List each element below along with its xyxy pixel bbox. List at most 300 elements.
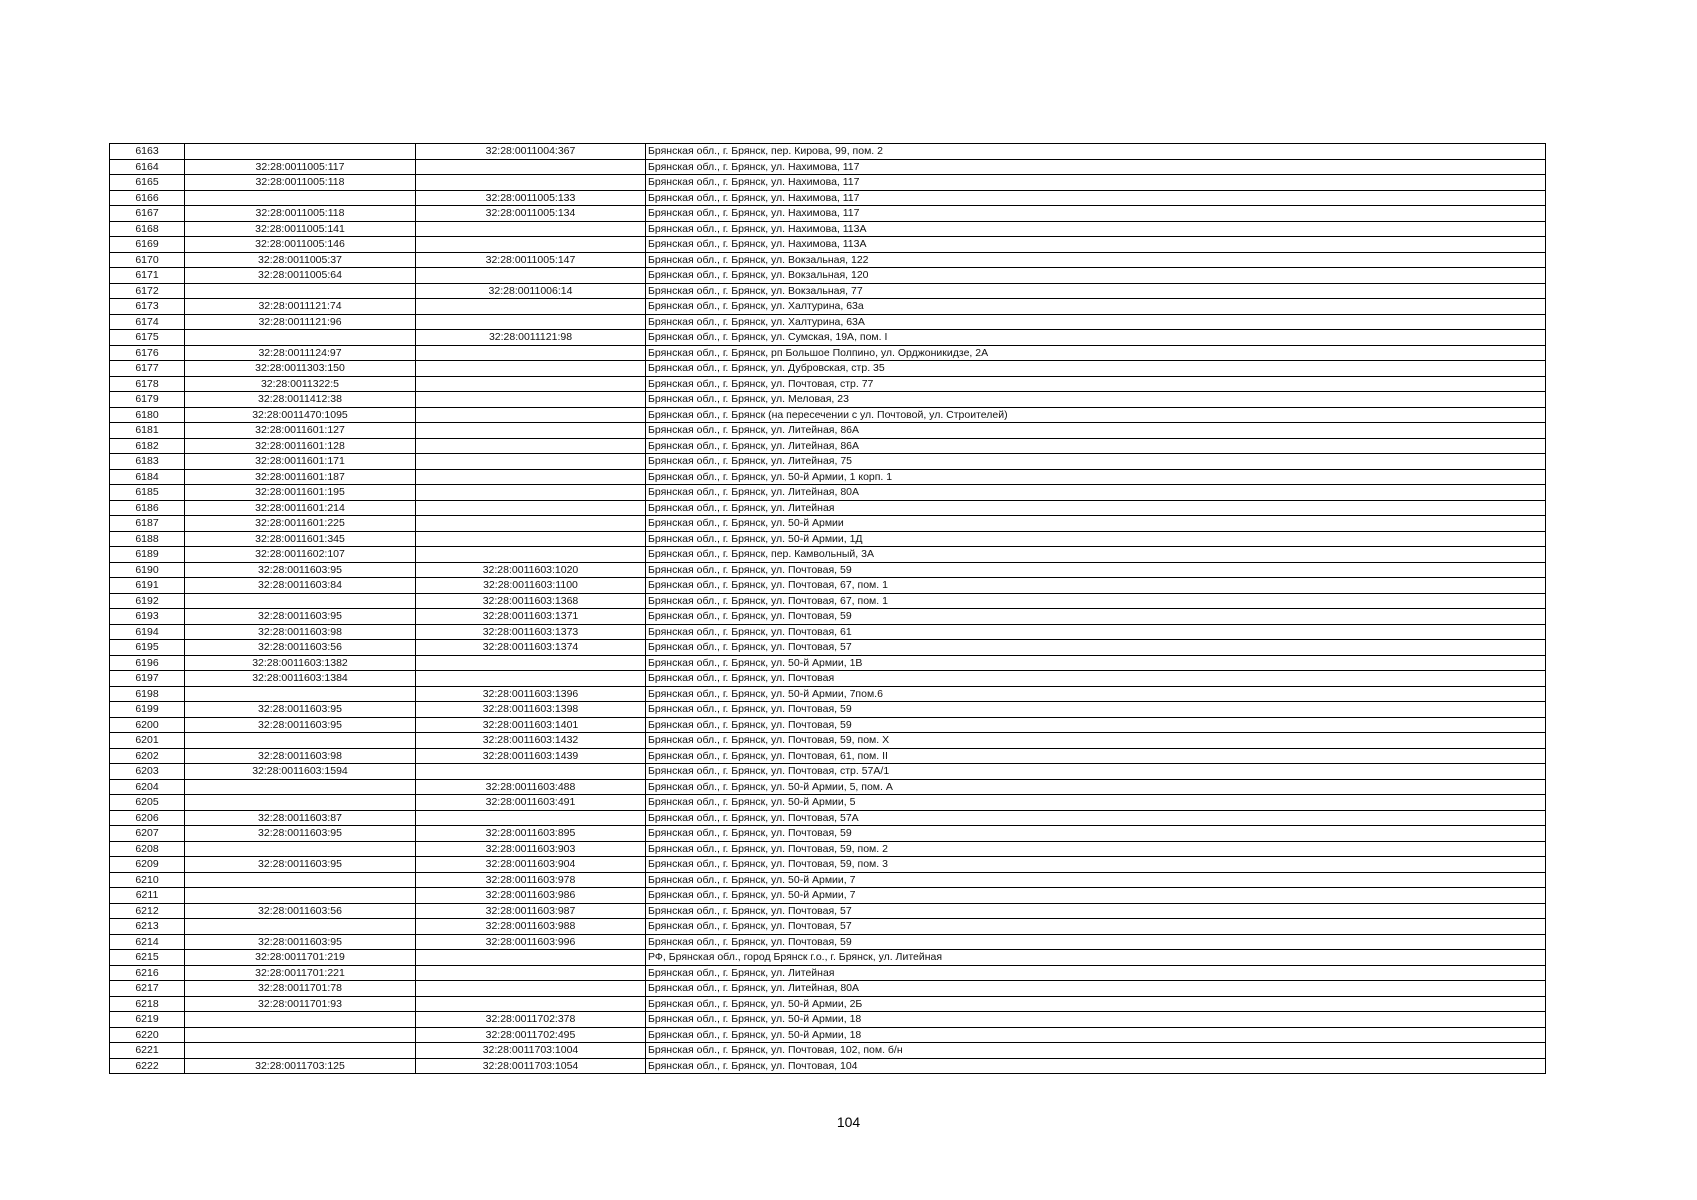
address-cell: Брянская обл., г. Брянск, ул. Литейная, 75: [646, 454, 1546, 470]
land-parcel-cadastral-number-cell: 32:28:0011121:96: [185, 314, 416, 330]
row-number-cell: 6173: [110, 299, 185, 315]
land-parcel-cadastral-number-cell: 32:28:0011603:95: [185, 717, 416, 733]
row-number-cell: 6204: [110, 779, 185, 795]
table-row: [110, 903, 1546, 919]
table-row: [110, 1043, 1546, 1059]
land-parcel-cadastral-number-cell: 32:28:0011005:64: [185, 268, 416, 284]
building-cadastral-number-cell: 32:28:0011703:1054: [416, 1058, 646, 1074]
land-parcel-cadastral-number-cell: 32:28:0011701:78: [185, 981, 416, 997]
address-cell: Брянская обл., г. Брянск, ул. Почтовая, 67, пом. 1: [646, 578, 1546, 594]
address-cell: Брянская обл., г. Брянск, ул. Вокзальная, 120: [646, 268, 1546, 284]
land-parcel-cadastral-number-cell: 32:28:0011005:117: [185, 159, 416, 175]
row-number-cell: 6166: [110, 190, 185, 206]
row-number-cell: 6197: [110, 671, 185, 687]
table-row: [110, 872, 1546, 888]
land-parcel-cadastral-number-cell: 32:28:0011701:219: [185, 950, 416, 966]
table-row: [110, 764, 1546, 780]
building-cadastral-number-cell: 32:28:0011603:988: [416, 919, 646, 935]
table-row: [110, 330, 1546, 346]
address-cell: Брянская обл., г. Брянск, ул. Почтовая, 59, пом. 3: [646, 857, 1546, 873]
building-cadastral-number-cell: [416, 376, 646, 392]
row-number-cell: 6202: [110, 748, 185, 764]
row-number-cell: 6221: [110, 1043, 185, 1059]
table-row: [110, 733, 1546, 749]
building-cadastral-number-cell: 32:28:0011603:903: [416, 841, 646, 857]
registry-table-body: [110, 144, 1546, 1074]
row-number-cell: 6167: [110, 206, 185, 222]
building-cadastral-number-cell: 32:28:0011603:1374: [416, 640, 646, 656]
building-cadastral-number-cell: 32:28:0011603:491: [416, 795, 646, 811]
land-parcel-cadastral-number-cell: 32:28:0011603:95: [185, 562, 416, 578]
address-cell: Брянская обл., г. Брянск, ул. Халтурина, 63а: [646, 299, 1546, 315]
address-cell: Брянская обл., г. Брянск, ул. Нахимова, 117: [646, 159, 1546, 175]
address-cell: Брянская обл., г. Брянск, ул. 50-й Армии, 7пом.6: [646, 686, 1546, 702]
address-cell: Брянская обл., г. Брянск, пер. Кирова, 99, пом. 2: [646, 144, 1546, 160]
address-cell: Брянская обл., г. Брянск, ул. Почтовая, 59, пом. X: [646, 733, 1546, 749]
table-row: [110, 1012, 1546, 1028]
address-cell: Брянская обл., г. Брянск, ул. 50-й Армии, 1В: [646, 655, 1546, 671]
table-row: [110, 950, 1546, 966]
table-row: [110, 252, 1546, 268]
address-cell: Брянская обл., г. Брянск, ул. Литейная: [646, 965, 1546, 981]
table-row: [110, 671, 1546, 687]
table-row: [110, 655, 1546, 671]
building-cadastral-number-cell: 32:28:0011603:1432: [416, 733, 646, 749]
table-row: [110, 407, 1546, 423]
building-cadastral-number-cell: 32:28:0011603:1439: [416, 748, 646, 764]
land-parcel-cadastral-number-cell: 32:28:0011603:98: [185, 624, 416, 640]
row-number-cell: 6182: [110, 438, 185, 454]
land-parcel-cadastral-number-cell: 32:28:0011701:93: [185, 996, 416, 1012]
building-cadastral-number-cell: 32:28:0011603:986: [416, 888, 646, 904]
row-number-cell: 6183: [110, 454, 185, 470]
row-number-cell: 6213: [110, 919, 185, 935]
row-number-cell: 6175: [110, 330, 185, 346]
table-row: [110, 469, 1546, 485]
table-row: [110, 888, 1546, 904]
address-cell: Брянская обл., г. Брянск, ул. Вокзальная, 77: [646, 283, 1546, 299]
address-cell: Брянская обл., г. Брянск, ул. Почтовая, 61, пом. II: [646, 748, 1546, 764]
table-row: [110, 237, 1546, 253]
row-number-cell: 6199: [110, 702, 185, 718]
land-parcel-cadastral-number-cell: 32:28:0011603:95: [185, 702, 416, 718]
land-parcel-cadastral-number-cell: [185, 330, 416, 346]
table-row: [110, 795, 1546, 811]
table-row: [110, 516, 1546, 532]
row-number-cell: 6220: [110, 1027, 185, 1043]
building-cadastral-number-cell: 32:28:0011603:1368: [416, 593, 646, 609]
table-row: [110, 221, 1546, 237]
address-cell: Брянская обл., г. Брянск, ул. Почтовая, 57: [646, 903, 1546, 919]
building-cadastral-number-cell: [416, 159, 646, 175]
building-cadastral-number-cell: [416, 237, 646, 253]
address-cell: Брянская обл., г. Брянск, ул. Почтовая, 57: [646, 919, 1546, 935]
table-row: [110, 934, 1546, 950]
table-row: [110, 159, 1546, 175]
land-parcel-cadastral-number-cell: 32:28:0011005:146: [185, 237, 416, 253]
building-cadastral-number-cell: 32:28:0011005:133: [416, 190, 646, 206]
building-cadastral-number-cell: [416, 531, 646, 547]
land-parcel-cadastral-number-cell: [185, 593, 416, 609]
table-row: [110, 919, 1546, 935]
row-number-cell: 6191: [110, 578, 185, 594]
row-number-cell: 6178: [110, 376, 185, 392]
address-cell: Брянская обл., г. Брянск, ул. 50-й Армии, 1Д: [646, 531, 1546, 547]
row-number-cell: 6194: [110, 624, 185, 640]
land-parcel-cadastral-number-cell: 32:28:0011601:127: [185, 423, 416, 439]
building-cadastral-number-cell: [416, 221, 646, 237]
address-cell: Брянская обл., г. Брянск, ул. Почтовая, 57: [646, 640, 1546, 656]
address-cell: Брянская обл., г. Брянск, рп Большое Полпино, ул. Орджоникидзе, 2А: [646, 345, 1546, 361]
table-row: [110, 1058, 1546, 1074]
land-parcel-cadastral-number-cell: [185, 733, 416, 749]
land-parcel-cadastral-number-cell: 32:28:0011603:98: [185, 748, 416, 764]
building-cadastral-number-cell: 32:28:0011121:98: [416, 330, 646, 346]
row-number-cell: 6188: [110, 531, 185, 547]
land-parcel-cadastral-number-cell: 32:28:0011470:1095: [185, 407, 416, 423]
table-row: [110, 810, 1546, 826]
building-cadastral-number-cell: 32:28:0011603:996: [416, 934, 646, 950]
table-row: [110, 686, 1546, 702]
table-row: [110, 702, 1546, 718]
land-parcel-cadastral-number-cell: 32:28:0011005:141: [185, 221, 416, 237]
row-number-cell: 6198: [110, 686, 185, 702]
land-parcel-cadastral-number-cell: [185, 283, 416, 299]
row-number-cell: 6164: [110, 159, 185, 175]
address-cell: Брянская обл., г. Брянск, ул. Нахимова, 113А: [646, 237, 1546, 253]
building-cadastral-number-cell: 32:28:0011005:134: [416, 206, 646, 222]
address-cell: Брянская обл., г. Брянск, ул. Дубровская, стр. 35: [646, 361, 1546, 377]
building-cadastral-number-cell: [416, 423, 646, 439]
address-cell: Брянская обл., г. Брянск, ул. Почтовая, 57А: [646, 810, 1546, 826]
row-number-cell: 6186: [110, 500, 185, 516]
building-cadastral-number-cell: [416, 299, 646, 315]
address-cell: Брянская обл., г. Брянск, ул. Почтовая, 61: [646, 624, 1546, 640]
table-row: [110, 593, 1546, 609]
table-row: [110, 779, 1546, 795]
table-row: [110, 748, 1546, 764]
land-parcel-cadastral-number-cell: 32:28:0011601:128: [185, 438, 416, 454]
address-cell: Брянская обл., г. Брянск, ул. Почтовая, 104: [646, 1058, 1546, 1074]
building-cadastral-number-cell: [416, 454, 646, 470]
land-parcel-cadastral-number-cell: 32:28:0011701:221: [185, 965, 416, 981]
land-parcel-cadastral-number-cell: 32:28:0011601:187: [185, 469, 416, 485]
table-row: [110, 454, 1546, 470]
row-number-cell: 6196: [110, 655, 185, 671]
building-cadastral-number-cell: 32:28:0011603:1396: [416, 686, 646, 702]
land-parcel-cadastral-number-cell: 32:28:0011601:345: [185, 531, 416, 547]
table-row: [110, 547, 1546, 563]
land-parcel-cadastral-number-cell: 32:28:0011124:97: [185, 345, 416, 361]
address-cell: Брянская обл., г. Брянск, ул. 50-й Армии, 7: [646, 872, 1546, 888]
building-cadastral-number-cell: 32:28:0011702:495: [416, 1027, 646, 1043]
address-cell: Брянская обл., г. Брянск (на пересечении с ул. Почтовой, ул. Строителей): [646, 407, 1546, 423]
table-row: [110, 640, 1546, 656]
row-number-cell: 6215: [110, 950, 185, 966]
address-cell: Брянская обл., г. Брянск, ул. Почтовая: [646, 671, 1546, 687]
table-row: [110, 345, 1546, 361]
address-cell: Брянская обл., г. Брянск, ул. Почтовая, 59: [646, 562, 1546, 578]
land-parcel-cadastral-number-cell: 32:28:0011603:1384: [185, 671, 416, 687]
land-parcel-cadastral-number-cell: [185, 888, 416, 904]
table-row: [110, 965, 1546, 981]
building-cadastral-number-cell: [416, 500, 646, 516]
building-cadastral-number-cell: 32:28:0011703:1004: [416, 1043, 646, 1059]
address-cell: Брянская обл., г. Брянск, ул. Литейная, 80А: [646, 981, 1546, 997]
row-number-cell: 6201: [110, 733, 185, 749]
table-row: [110, 283, 1546, 299]
land-parcel-cadastral-number-cell: 32:28:0011603:84: [185, 578, 416, 594]
row-number-cell: 6218: [110, 996, 185, 1012]
row-number-cell: 6210: [110, 872, 185, 888]
address-cell: Брянская обл., г. Брянск, ул. Литейная: [646, 500, 1546, 516]
building-cadastral-number-cell: [416, 438, 646, 454]
land-parcel-cadastral-number-cell: [185, 190, 416, 206]
land-parcel-cadastral-number-cell: [185, 779, 416, 795]
building-cadastral-number-cell: [416, 345, 646, 361]
table-row: [110, 996, 1546, 1012]
table-row: [110, 578, 1546, 594]
row-number-cell: 6200: [110, 717, 185, 733]
land-parcel-cadastral-number-cell: 32:28:0011603:95: [185, 934, 416, 950]
land-parcel-cadastral-number-cell: 32:28:0011603:1382: [185, 655, 416, 671]
building-cadastral-number-cell: 32:28:0011603:1373: [416, 624, 646, 640]
address-cell: Брянская обл., г. Брянск, ул. 50-й Армии, 7: [646, 888, 1546, 904]
building-cadastral-number-cell: 32:28:0011603:904: [416, 857, 646, 873]
row-number-cell: 6219: [110, 1012, 185, 1028]
row-number-cell: 6203: [110, 764, 185, 780]
land-parcel-cadastral-number-cell: 32:28:0011005:118: [185, 206, 416, 222]
building-cadastral-number-cell: 32:28:0011603:1020: [416, 562, 646, 578]
building-cadastral-number-cell: [416, 268, 646, 284]
building-cadastral-number-cell: 32:28:0011603:1398: [416, 702, 646, 718]
table-row: [110, 438, 1546, 454]
row-number-cell: 6207: [110, 826, 185, 842]
address-cell: Брянская обл., г. Брянск, ул. 50-й Армии, 18: [646, 1012, 1546, 1028]
building-cadastral-number-cell: [416, 485, 646, 501]
row-number-cell: 6176: [110, 345, 185, 361]
row-number-cell: 6222: [110, 1058, 185, 1074]
land-parcel-cadastral-number-cell: 32:28:0011703:125: [185, 1058, 416, 1074]
table-row: [110, 562, 1546, 578]
building-cadastral-number-cell: [416, 407, 646, 423]
building-cadastral-number-cell: [416, 392, 646, 408]
land-parcel-cadastral-number-cell: [185, 686, 416, 702]
building-cadastral-number-cell: [416, 996, 646, 1012]
table-row: [110, 361, 1546, 377]
table-row: [110, 423, 1546, 439]
address-cell: Брянская обл., г. Брянск, ул. Нахимова, 117: [646, 175, 1546, 191]
address-cell: Брянская обл., г. Брянск, ул. 50-й Армии, 2Б: [646, 996, 1546, 1012]
address-cell: Брянская обл., г. Брянск, ул. 50-й Армии, 1 корп. 1: [646, 469, 1546, 485]
land-parcel-cadastral-number-cell: 32:28:0011603:95: [185, 826, 416, 842]
table-row: [110, 531, 1546, 547]
building-cadastral-number-cell: [416, 175, 646, 191]
address-cell: Брянская обл., г. Брянск, ул. Сумская, 19А, пом. I: [646, 330, 1546, 346]
table-row: [110, 190, 1546, 206]
address-cell: Брянская обл., г. Брянск, ул. Почтовая, 59: [646, 609, 1546, 625]
page-number: 104: [836, 1114, 861, 1130]
land-parcel-cadastral-number-cell: 32:28:0011603:95: [185, 857, 416, 873]
row-number-cell: 6189: [110, 547, 185, 563]
building-cadastral-number-cell: 32:28:0011005:147: [416, 252, 646, 268]
row-number-cell: 6195: [110, 640, 185, 656]
land-parcel-cadastral-number-cell: 32:28:0011603:95: [185, 609, 416, 625]
row-number-cell: 6192: [110, 593, 185, 609]
row-number-cell: 6206: [110, 810, 185, 826]
building-cadastral-number-cell: [416, 547, 646, 563]
land-parcel-cadastral-number-cell: [185, 872, 416, 888]
row-number-cell: 6180: [110, 407, 185, 423]
land-parcel-cadastral-number-cell: [185, 1012, 416, 1028]
building-cadastral-number-cell: [416, 314, 646, 330]
row-number-cell: 6170: [110, 252, 185, 268]
row-number-cell: 6214: [110, 934, 185, 950]
land-parcel-cadastral-number-cell: [185, 919, 416, 935]
land-parcel-cadastral-number-cell: 32:28:0011601:214: [185, 500, 416, 516]
land-parcel-cadastral-number-cell: [185, 841, 416, 857]
address-cell: Брянская обл., г. Брянск, ул. 50-й Армии, 18: [646, 1027, 1546, 1043]
address-cell: Брянская обл., г. Брянск, пер. Камвольный, 3А: [646, 547, 1546, 563]
land-parcel-cadastral-number-cell: [185, 1027, 416, 1043]
row-number-cell: 6205: [110, 795, 185, 811]
land-parcel-cadastral-number-cell: 32:28:0011121:74: [185, 299, 416, 315]
row-number-cell: 6181: [110, 423, 185, 439]
table-row: [110, 314, 1546, 330]
land-parcel-cadastral-number-cell: [185, 1043, 416, 1059]
table-row: [110, 609, 1546, 625]
table-row: [110, 624, 1546, 640]
row-number-cell: 6169: [110, 237, 185, 253]
row-number-cell: 6216: [110, 965, 185, 981]
building-cadastral-number-cell: [416, 981, 646, 997]
building-cadastral-number-cell: 32:28:0011603:1371: [416, 609, 646, 625]
building-cadastral-number-cell: 32:28:0011702:378: [416, 1012, 646, 1028]
address-cell: Брянская обл., г. Брянск, ул. 50-й Армии, 5, пом. А: [646, 779, 1546, 795]
table-row: [110, 981, 1546, 997]
table-row: [110, 392, 1546, 408]
row-number-cell: 6185: [110, 485, 185, 501]
building-cadastral-number-cell: 32:28:0011006:14: [416, 283, 646, 299]
row-number-cell: 6174: [110, 314, 185, 330]
building-cadastral-number-cell: 32:28:0011603:987: [416, 903, 646, 919]
building-cadastral-number-cell: [416, 950, 646, 966]
land-parcel-cadastral-number-cell: 32:28:0011601:171: [185, 454, 416, 470]
row-number-cell: 6211: [110, 888, 185, 904]
land-parcel-cadastral-number-cell: [185, 795, 416, 811]
row-number-cell: 6208: [110, 841, 185, 857]
table-row: [110, 144, 1546, 160]
address-cell: Брянская обл., г. Брянск, ул. Почтовая, 59: [646, 826, 1546, 842]
building-cadastral-number-cell: [416, 361, 646, 377]
row-number-cell: 6212: [110, 903, 185, 919]
row-number-cell: 6217: [110, 981, 185, 997]
land-parcel-cadastral-number-cell: 32:28:0011601:195: [185, 485, 416, 501]
land-parcel-cadastral-number-cell: 32:28:0011602:107: [185, 547, 416, 563]
row-number-cell: 6163: [110, 144, 185, 160]
address-cell: Брянская обл., г. Брянск, ул. Халтурина, 63А: [646, 314, 1546, 330]
address-cell: Брянская обл., г. Брянск, ул. Литейная, 80А: [646, 485, 1546, 501]
address-cell: Брянская обл., г. Брянск, ул. Почтовая, стр. 57А/1: [646, 764, 1546, 780]
building-cadastral-number-cell: [416, 469, 646, 485]
address-cell: Брянская обл., г. Брянск, ул. Нахимова, 113А: [646, 221, 1546, 237]
table-row: [110, 1027, 1546, 1043]
land-parcel-cadastral-number-cell: 32:28:0011601:225: [185, 516, 416, 532]
row-number-cell: 6177: [110, 361, 185, 377]
address-cell: Брянская обл., г. Брянск, ул. Литейная, 86А: [646, 438, 1546, 454]
building-cadastral-number-cell: 32:28:0011603:978: [416, 872, 646, 888]
table-row: [110, 299, 1546, 315]
table-row: [110, 376, 1546, 392]
address-cell: Брянская обл., г. Брянск, ул. Почтовая, 67, пом. 1: [646, 593, 1546, 609]
land-parcel-cadastral-number-cell: 32:28:0011603:56: [185, 640, 416, 656]
row-number-cell: 6184: [110, 469, 185, 485]
land-parcel-cadastral-number-cell: 32:28:0011303:150: [185, 361, 416, 377]
land-parcel-cadastral-number-cell: 32:28:0011322:5: [185, 376, 416, 392]
land-parcel-cadastral-number-cell: [185, 144, 416, 160]
building-cadastral-number-cell: [416, 810, 646, 826]
land-parcel-cadastral-number-cell: 32:28:0011005:118: [185, 175, 416, 191]
land-parcel-cadastral-number-cell: 32:28:0011005:37: [185, 252, 416, 268]
address-cell: Брянская обл., г. Брянск, ул. Литейная, 86А: [646, 423, 1546, 439]
address-cell: Брянская обл., г. Брянск, ул. Почтовая, 102, пом. б/н: [646, 1043, 1546, 1059]
row-number-cell: 6168: [110, 221, 185, 237]
building-cadastral-number-cell: [416, 516, 646, 532]
land-parcel-cadastral-number-cell: 32:28:0011603:87: [185, 810, 416, 826]
building-cadastral-number-cell: [416, 965, 646, 981]
table-row: [110, 175, 1546, 191]
address-cell: Брянская обл., г. Брянск, ул. 50-й Армии: [646, 516, 1546, 532]
row-number-cell: 6171: [110, 268, 185, 284]
building-cadastral-number-cell: 32:28:0011603:1100: [416, 578, 646, 594]
table-row: [110, 841, 1546, 857]
address-cell: РФ, Брянская обл., город Брянск г.о., г. Брянск, ул. Литейная: [646, 950, 1546, 966]
land-parcel-cadastral-number-cell: 32:28:0011412:38: [185, 392, 416, 408]
table-row: [110, 485, 1546, 501]
address-cell: Брянская обл., г. Брянск, ул. Почтовая, стр. 77: [646, 376, 1546, 392]
address-cell: Брянская обл., г. Брянск, ул. Почтовая, 59, пом. 2: [646, 841, 1546, 857]
land-parcel-cadastral-number-cell: 32:28:0011603:56: [185, 903, 416, 919]
address-cell: Брянская обл., г. Брянск, ул. Почтовая, 59: [646, 702, 1546, 718]
row-number-cell: 6209: [110, 857, 185, 873]
address-cell: Брянская обл., г. Брянск, ул. Нахимова, 117: [646, 206, 1546, 222]
building-cadastral-number-cell: 32:28:0011603:1401: [416, 717, 646, 733]
table-row: [110, 857, 1546, 873]
address-cell: Брянская обл., г. Брянск, ул. Меловая, 23: [646, 392, 1546, 408]
building-cadastral-number-cell: [416, 764, 646, 780]
building-cadastral-number-cell: [416, 655, 646, 671]
building-cadastral-number-cell: 32:28:0011004:367: [416, 144, 646, 160]
address-cell: Брянская обл., г. Брянск, ул. Вокзальная, 122: [646, 252, 1546, 268]
address-cell: Брянская обл., г. Брянск, ул. Нахимова, 117: [646, 190, 1546, 206]
row-number-cell: 6187: [110, 516, 185, 532]
building-cadastral-number-cell: 32:28:0011603:895: [416, 826, 646, 842]
land-parcel-cadastral-number-cell: 32:28:0011603:1594: [185, 764, 416, 780]
cadastral-registry-table: [109, 143, 1546, 1074]
address-cell: Брянская обл., г. Брянск, ул. Почтовая, 59: [646, 934, 1546, 950]
table-row: [110, 268, 1546, 284]
row-number-cell: 6172: [110, 283, 185, 299]
table-row: [110, 500, 1546, 516]
table-row: [110, 826, 1546, 842]
row-number-cell: 6190: [110, 562, 185, 578]
address-cell: Брянская обл., г. Брянск, ул. Почтовая, 59: [646, 717, 1546, 733]
building-cadastral-number-cell: 32:28:0011603:488: [416, 779, 646, 795]
table-row: [110, 206, 1546, 222]
row-number-cell: 6193: [110, 609, 185, 625]
building-cadastral-number-cell: [416, 671, 646, 687]
address-cell: Брянская обл., г. Брянск, ул. 50-й Армии, 5: [646, 795, 1546, 811]
